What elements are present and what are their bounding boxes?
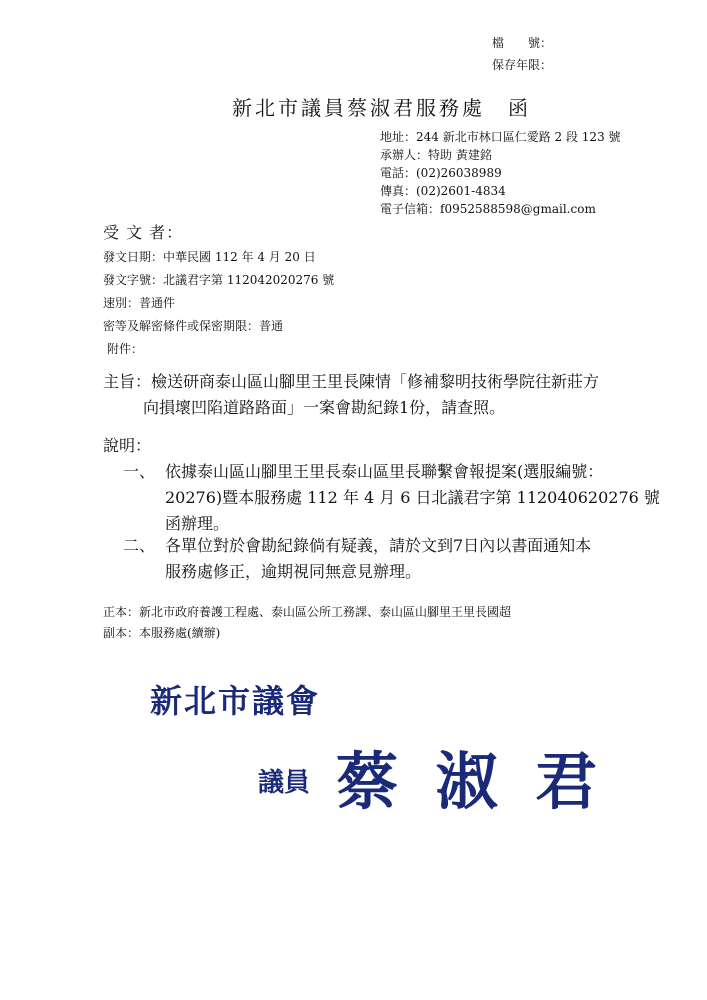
secrecy: 密等及解密條件或保密期限：普通: [103, 319, 284, 333]
phone: 電話：(02)26038989: [380, 166, 502, 180]
item-line: 20276)暨本服務處 112 年 4 月 6 日北議君字第 112040620276 號: [165, 488, 660, 507]
item-line: 函辦理。: [165, 514, 230, 533]
attachment: 附件：: [107, 342, 144, 356]
councilor-signature: 蔡 淑 君: [336, 745, 606, 818]
explanation-item-2: [123, 533, 591, 585]
item-line: 各單位對於會勘紀錄倘有疑義，請於文到7日內以書面通知本: [165, 536, 592, 555]
recipient-label: 受 文 者：: [103, 223, 184, 242]
item-line: 服務處修正，逾期視同無意見辦理。: [165, 562, 422, 581]
item-line: 依據泰山區山腳里王里長泰山區里長聯繫會報提案(選服編號：: [165, 462, 604, 481]
distribution-block: [103, 602, 511, 644]
explanation-item-1: [123, 459, 660, 537]
doc-number: 發文字號：北議君字第 112042020276 號: [103, 273, 335, 287]
subject-block: [103, 369, 599, 421]
meta-block: [103, 246, 334, 361]
original-recipients: 正本：新北市政府養護工程處、泰山區公所工務課、泰山區山腳里王里長國超: [103, 605, 512, 619]
fax: 傳真：(02)2601-4834: [380, 184, 506, 198]
speed: 速別：普通件: [103, 296, 176, 310]
handler: 承辦人：特助 黃建銘: [380, 148, 492, 162]
email: 電子信箱：f0952588598@gmail.com: [380, 202, 596, 216]
copy-recipients: 副本：本服務處(續辦): [103, 626, 221, 640]
councilor-title: 議員: [258, 768, 311, 798]
council-seal-text: 新北市議會: [150, 682, 321, 720]
file-number-label: 檔 號：: [492, 36, 553, 50]
item-number: 一、: [123, 462, 156, 481]
address: 地址：244 新北市林口區仁愛路 2 段 123 號: [380, 130, 621, 144]
retention-period-label: 保存年限：: [492, 58, 553, 72]
subject-line-2: 向損壞凹陷道路路面」一案會勘紀錄1份，請查照。: [143, 398, 506, 417]
explanation-label: 說明：: [103, 436, 152, 455]
document-title: 新北市議員蔡淑君服務處 函: [232, 96, 531, 120]
subject-label: 主旨：: [103, 372, 152, 391]
subject-line-1: 檢送研商泰山區山腳里王里長陳情「修補黎明技術學院往新莊方: [151, 372, 600, 391]
item-number: 二、: [123, 536, 156, 555]
issue-date: 發文日期：中華民國 112 年 4 月 20 日: [103, 250, 316, 264]
contact-block: [380, 128, 621, 218]
